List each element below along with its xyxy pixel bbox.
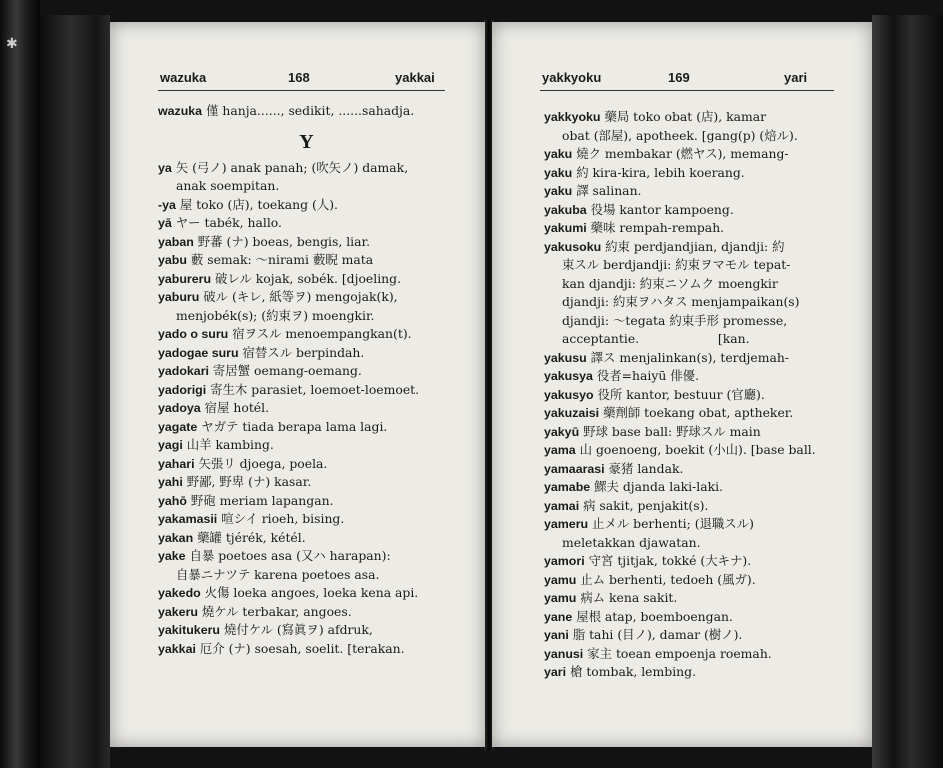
entry-body: acceptantie. [kan. <box>562 331 750 346</box>
dict-entry <box>544 663 842 682</box>
entry-body: 野蕃 (ナ) boeas, bengis, liar. <box>197 233 371 249</box>
dict-entry <box>158 510 455 529</box>
entry-headword: yakkyoku <box>544 110 601 124</box>
dict-entry <box>544 626 842 645</box>
dict-entry <box>544 312 842 331</box>
entry-body: 藥劑師 toekang obat, aptheker. <box>603 405 794 420</box>
dict-entry <box>158 436 455 455</box>
page-edges-right <box>872 15 943 768</box>
dict-entry <box>158 529 455 548</box>
dict-entry <box>544 423 842 442</box>
left-page-number: 168 <box>288 70 310 85</box>
entry-body: 病ム kena sakit. <box>580 590 678 605</box>
left-header-rule <box>158 90 445 91</box>
entry-headword: yadogae suru <box>158 345 239 360</box>
entry-headword: yakusyo <box>544 387 594 402</box>
entry-body: 束スル berdjandji: 約束ヲマモル tepat- <box>562 257 791 272</box>
entry-headword: yakumi <box>544 221 587 235</box>
entry-headword: yadorigi <box>158 382 207 397</box>
dict-entry <box>544 534 842 553</box>
entry-headword: yadoya <box>158 401 201 415</box>
dict-entry <box>544 386 842 405</box>
entry-body: 燒ケル terbakar, angoes. <box>201 603 352 619</box>
entry-body: 役所 kantor, bestuur (官廳). <box>597 386 765 402</box>
dict-entry <box>544 201 842 220</box>
entry-body: 寄生木 parasiet, loemoet-loemoet. <box>210 381 420 397</box>
right-header-rule <box>540 90 834 91</box>
dict-entry <box>158 418 455 437</box>
dict-entry <box>544 589 842 608</box>
dict-entry <box>544 571 842 590</box>
entry-headword: yakuba <box>544 202 587 217</box>
entry-headword: yamabe <box>544 480 591 494</box>
entry-body: 野鄙, 野卑 (ナ) kasar. <box>186 474 312 489</box>
dict-entry <box>544 108 842 127</box>
entry-headword: yadokari <box>158 364 209 378</box>
dict-entry <box>158 214 455 233</box>
right-entries <box>544 108 842 682</box>
entry-body: 藥局 toko obat (店), kamar <box>604 109 767 124</box>
entry-headword: yaku <box>544 184 573 198</box>
left-header-first-word: wazuka <box>160 70 207 85</box>
dict-entry <box>158 492 455 511</box>
entry-headword: ya <box>158 160 172 175</box>
dict-entry <box>158 102 455 121</box>
dict-entry <box>544 608 842 627</box>
entry-headword: yagi <box>158 438 183 452</box>
dict-entry <box>544 145 842 164</box>
dict-entry <box>158 362 455 381</box>
entry-headword: yakeru <box>158 604 198 619</box>
entry-headword: yakusu <box>544 350 587 365</box>
entry-headword: yane <box>544 609 573 624</box>
entry-headword: yanusi <box>544 646 584 661</box>
entry-headword: yameru <box>544 517 589 531</box>
dict-entry <box>158 251 455 270</box>
left-entries <box>158 102 455 658</box>
entry-body: 槍 tombak, lembing. <box>570 664 697 679</box>
entry-body: 僅 hanja......, sedikit, ......sahadja. <box>206 103 415 118</box>
entry-headword: yakamasii <box>158 512 218 526</box>
entry-headword: yaku <box>544 147 573 161</box>
entry-headword: -ya <box>158 197 176 212</box>
entry-body: 家主 toean empoenja roemah. <box>587 645 772 661</box>
dict-entry <box>158 640 455 659</box>
dict-entry <box>544 441 842 460</box>
dict-entry <box>544 552 842 571</box>
dict-entry <box>158 344 455 363</box>
entry-headword: yaburu <box>158 290 200 304</box>
entry-body: 山 goenoeng, boekit (小山). [base ball. <box>579 442 816 457</box>
right-page-number: 169 <box>668 70 690 85</box>
entry-headword: yamu <box>544 591 577 605</box>
entry-body: 守宮 tjitjak, tokké (大キナ). <box>588 553 752 568</box>
entry-headword: yakedo <box>158 586 201 600</box>
dict-entry <box>158 473 455 492</box>
dict-entry <box>158 288 455 307</box>
entry-body: 脂 tahi (目ノ), damar (樹ノ). <box>572 627 743 642</box>
bookmark-glyph: ✱ <box>6 36 18 52</box>
dict-entry <box>158 547 455 566</box>
left-running-header <box>110 70 485 90</box>
entry-headword: yahari <box>158 456 195 471</box>
entry-headword: yado o suru <box>158 327 229 341</box>
entry-body: 病 sakit, penjakit(s). <box>583 497 709 513</box>
dict-entry <box>544 293 842 312</box>
book-binding-left <box>0 0 40 768</box>
entry-headword: yabureru <box>158 271 212 286</box>
entry-body: 藥罐 tjérék, kétél. <box>197 529 306 545</box>
dict-entry <box>544 460 842 479</box>
entry-headword: yamori <box>544 554 585 568</box>
entry-headword: yakusya <box>544 369 593 383</box>
entry-headword: yā <box>158 216 172 230</box>
entry-body: ヤー tabék, hallo. <box>175 215 282 230</box>
entry-headword: yamaarasi <box>544 461 605 476</box>
dict-entry <box>158 177 455 196</box>
dict-entry <box>158 566 455 585</box>
entry-body: meletakkan djawatan. <box>562 534 701 550</box>
entry-body: 破レル kojak, sobék. [djoeling. <box>214 270 402 286</box>
entry-body: 鰥夫 djanda laki-laki. <box>594 479 723 494</box>
entry-headword: yani <box>544 628 569 642</box>
entry-headword: yahō <box>158 493 187 508</box>
entry-body: 野砲 meriam lapangan. <box>190 492 334 508</box>
entry-body: 山羊 kambing. <box>186 437 274 452</box>
entry-body: 厄介 (ナ) soesah, soelit. [terakan. <box>199 640 405 656</box>
entry-headword: yakitukeru <box>158 623 220 637</box>
entry-body: 破ル (キレ, 紙等ヲ) mengojak(k), <box>203 289 398 304</box>
entry-headword: yake <box>158 549 186 563</box>
entry-body: 豪猪 landak. <box>608 460 684 476</box>
entry-body: 役場 kantor kampoeng. <box>590 201 734 217</box>
dict-entry <box>544 349 842 368</box>
dict-entry <box>544 182 842 201</box>
dict-entry <box>158 455 455 474</box>
dict-entry <box>544 238 842 257</box>
dict-entry <box>158 603 455 622</box>
entry-headword: yari <box>544 665 567 679</box>
entry-body: 矢 (弓ノ) anak panah; (吹矢ノ) damak, <box>175 159 409 175</box>
right-running-header <box>492 70 872 90</box>
entry-body: 寄居蟹 oemang-oemang. <box>212 363 362 378</box>
dict-entry <box>544 367 842 386</box>
entry-body: 自暴ニナツテ karena poetoes asa. <box>176 566 380 582</box>
left-entry-list <box>158 159 455 659</box>
dict-entry <box>158 325 455 344</box>
entry-body: ヤガテ tiada berapa lama lagi. <box>201 418 388 434</box>
entry-body: 宿替スル berpindah. <box>242 344 365 360</box>
entry-headword: yabu <box>158 253 187 267</box>
dict-entry <box>158 233 455 252</box>
entry-body: 矢張リ djoega, poela. <box>198 455 328 471</box>
entry-body: 譯ス menjalinkan(s), terdjemah- <box>590 349 789 365</box>
entry-headword: yama <box>544 443 576 457</box>
entry-headword: yakyū <box>544 424 580 439</box>
entry-body: djandji: 約束ヲハタス menjampaikan(s) <box>562 294 800 309</box>
entry-body: 約 kira-kira, lebih koerang. <box>576 164 745 180</box>
dict-entry <box>544 515 842 534</box>
right-page <box>492 22 872 747</box>
entry-headword: yakusoku <box>544 239 602 254</box>
entry-body: 藥味 rempah-rempah. <box>590 220 725 235</box>
entry-body: 藪 semak: ～nirami 藪睨 mata <box>190 252 374 267</box>
section-letter: Y <box>299 130 314 153</box>
entry-headword: yamu <box>544 572 577 587</box>
entry-headword: yakan <box>158 530 194 545</box>
entry-body: 燒ク membakar (燃ヤス), memang- <box>576 146 789 161</box>
entry-body: 自暴 poetoes asa (又ハ harapan): <box>189 548 391 563</box>
entry-body: menjobék(s); (約束ヲ) moengkir. <box>176 307 375 323</box>
entry-headword: yaku <box>544 165 573 180</box>
entry-body: obat (部屋), apotheek. [gang(p) (焙ル). <box>562 127 798 143</box>
entry-body: 屋根 atap, boemboengan. <box>576 608 733 624</box>
dict-entry <box>544 127 842 146</box>
dict-entry <box>544 645 842 664</box>
dict-entry <box>158 621 455 640</box>
entry-body: anak soempitan. <box>176 178 280 193</box>
dict-entry <box>544 404 842 423</box>
entry-headword: yamai <box>544 498 580 513</box>
dict-entry <box>158 159 455 178</box>
dict-entry <box>158 196 455 215</box>
entry-body: 火傷 loeka angoes, loeka kena api. <box>204 585 419 600</box>
entry-headword: yahi <box>158 475 183 489</box>
entry-body: 喧シイ rioeh, bising. <box>221 511 345 526</box>
entry-body: kan djandji: 約束ニソムク moengkir <box>562 275 778 291</box>
entry-body: 譯 salinan. <box>576 183 642 198</box>
dict-entry <box>158 270 455 289</box>
dict-entry <box>158 381 455 400</box>
left-page <box>110 22 485 747</box>
dict-entry <box>158 307 455 326</box>
right-header-last-word: yari <box>784 70 808 85</box>
right-entry-list <box>544 108 842 682</box>
entry-body: 宿屋 hotél. <box>204 400 270 415</box>
entry-body: 止メル berhenti; (退職スル) <box>592 516 754 531</box>
dict-entry <box>158 399 455 418</box>
dict-entry <box>158 584 455 603</box>
page-edges-left <box>40 15 110 768</box>
entry-headword: yakuzaisi <box>544 406 600 420</box>
entry-body: djandji: ～tegata 約束手形 promesse, <box>562 312 788 328</box>
dict-entry <box>544 256 842 275</box>
entry-body: 宿ヲスル menoempangkan(t). <box>232 326 412 341</box>
entry-body: 野球 base ball: 野球スル main <box>583 423 761 439</box>
right-header-first-word: yakkyoku <box>542 70 602 85</box>
entry-headword: yaban <box>158 234 194 249</box>
entry-body: 燒付ケル (寫眞ヲ) afdruk, <box>223 622 373 637</box>
dict-entry <box>544 275 842 294</box>
dict-entry <box>544 164 842 183</box>
entry-body: 約束 perdjandjian, djandji: 約 <box>605 238 785 254</box>
dict-entry <box>544 330 842 349</box>
left-header-last-word: yakkai <box>395 70 435 85</box>
entry-body: 役者=haiyū 俳優. <box>596 368 700 383</box>
entry-headword: yakkai <box>158 641 196 656</box>
entry-body: 屋 toko (店), toekang (人). <box>179 196 339 212</box>
dict-entry <box>544 478 842 497</box>
dict-entry <box>544 219 842 238</box>
entry-headword: yagate <box>158 419 198 434</box>
entry-headword: wazuka <box>158 104 203 118</box>
dict-entry <box>544 497 842 516</box>
entry-body: 止ム berhenti, tedoeh (風ガ). <box>580 571 756 587</box>
